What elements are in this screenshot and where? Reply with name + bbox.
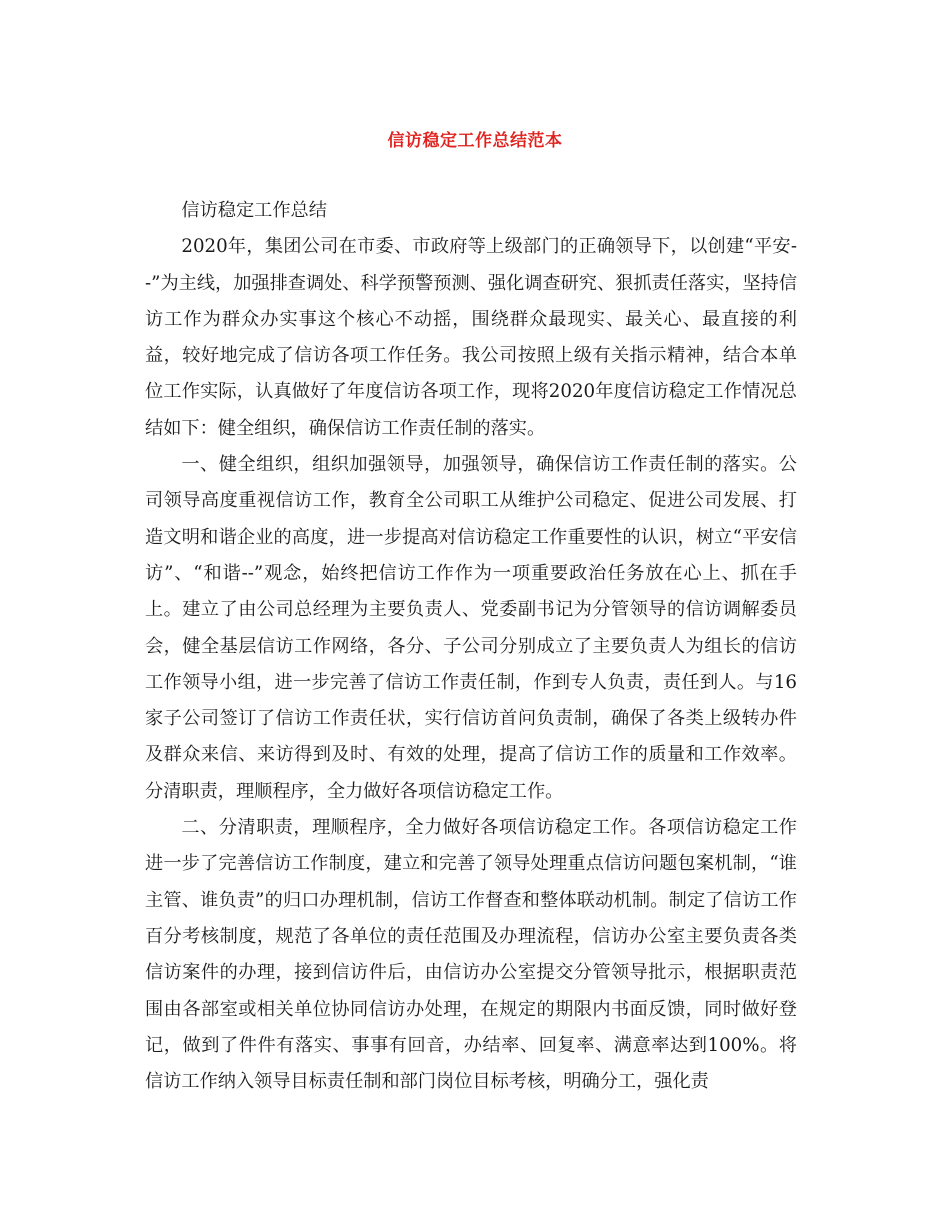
document-title: 信访稳定工作总结范本 bbox=[387, 131, 563, 151]
paragraph-intro: 2020年，集团公司在市委、市政府等上级部门的正确领导下，以创建“平安--”为主线，加强排查调处、科学预警预测、强化调查研究、狠抓责任落实，坚持信访工作为群众办实事这个核心不动摇，围绕群众最现实、最关心、最直接的利益，较好地完成了信访各项工作任务。我公司按照上级有关指示精神，结合本单位工作实际，认真做好了年度信访各项工作，现将2020年度信访稳定工作情况总结如下：健全组织，确保信访工作责任制的落实。 bbox=[145, 236, 798, 439]
paragraph-section-two: 二、分清职责，理顺程序，全力做好各项信访稳定工作。各项信访稳定工作进一步了完善信访工作制度，建立和完善了领导处理重点信访问题包案机制，“谁主管、谁负责”的归口办理机制，信访工作督查和整体联动机制。制定了信访工作百分考核制度，规范了各单位的责任范围及办理流程，信访办公室主要负责各类信访案件的办理，接到信访件后，由信访办公室提交分管领导批示，根据职责范围由各部室或相关单位协同信访办处理，在规定的期限内书面反馈，同时做好登记，做到了件件有落实、事事有回音，办结率、回复率、满意率达到100%。将信访工作纳入领导目标责任制和部门岗位目标考核，明确分工，强化责 bbox=[145, 817, 797, 1093]
document-body bbox=[145, 193, 797, 1100]
section-heading: 信访稳定工作总结 bbox=[181, 200, 327, 221]
paragraph-section-one: 一、健全组织，组织加强领导，加强领导，确保信访工作责任制的落实。公司领导高度重视信访工作，教育全公司职工从维护公司稳定、促进公司发展、打造文明和谐企业的高度，进一步提高对信访稳定工作重要性的认识，树立“平安信访”、“和谐--”观念，始终把信访工作作为一项重要政治任务放在心上、抓在手上。建立了由公司总经理为主要负责人、党委副书记为分管领导的信访调解委员会，健全基层信访工作网络，各分、子公司分别成立了主要负责人为组长的信访工作领导小组，进一步完善了信访工作责任制，作到专人负责，责任到人。与16家子公司签订了信访工作责任状，实行信访首问负责制，确保了各类上级转办件及群众来信、来访得到及时、有效的处理，提高了信访工作的质量和工作效率。分清职责，理顺程序，全力做好各项信访稳定工作。 bbox=[145, 454, 797, 802]
